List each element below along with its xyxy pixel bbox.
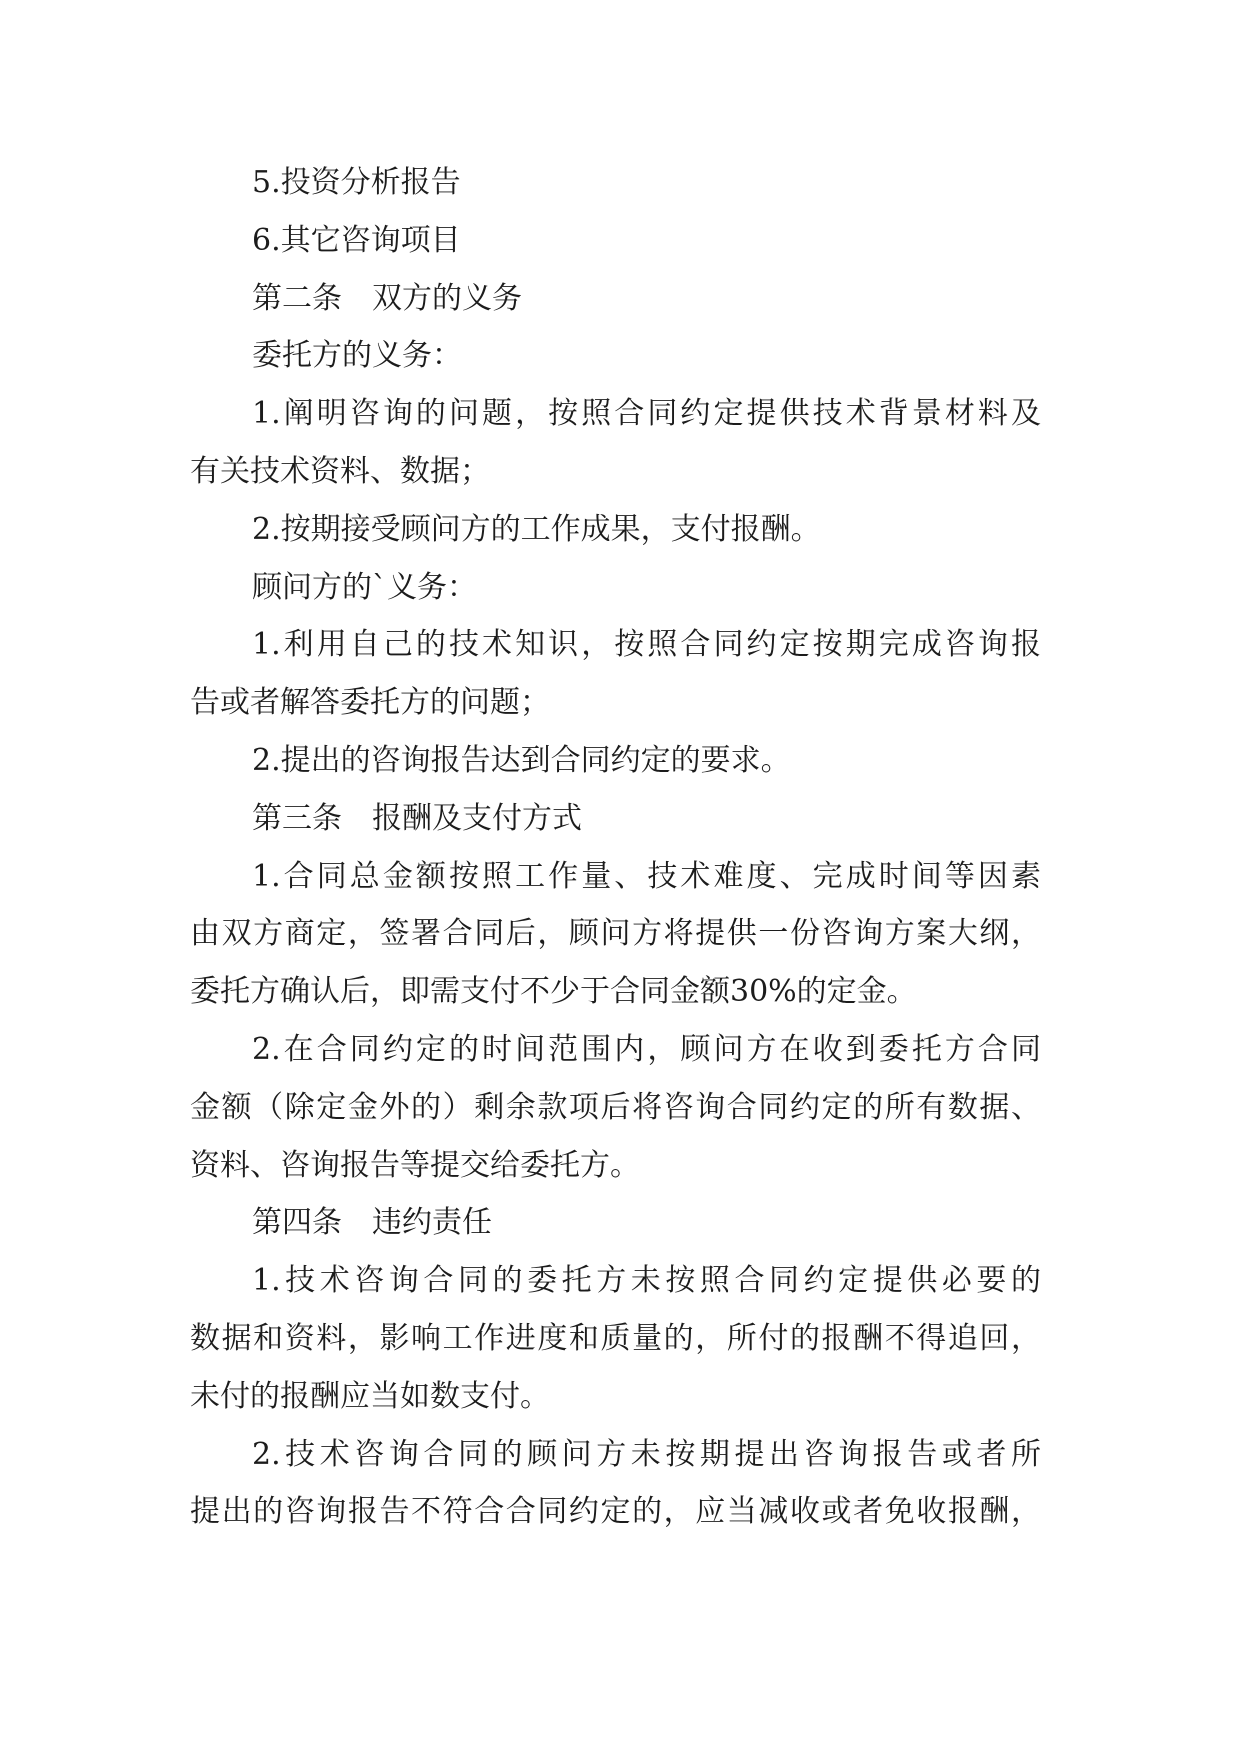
paragraph-line: 5.投资分析报告 xyxy=(252,165,461,200)
section-heading xyxy=(190,270,1041,328)
paragraph-line: 第二条 双方的义务 xyxy=(252,280,522,316)
section-heading xyxy=(190,790,1041,848)
paragraph-line: 1.利用自己的技术知识，按照合同约定按期完成咨询报 xyxy=(252,627,1041,663)
paragraph-line: 由双方商定，签署合同后，顾问方将提供一份咨询方案大纲， xyxy=(190,916,1041,952)
paragraph-line: 2.技术咨询合同的顾问方未按期提出咨询报告或者所 xyxy=(252,1436,1041,1472)
section-heading xyxy=(190,1194,1041,1252)
paragraph xyxy=(190,154,1041,212)
paragraph xyxy=(190,1426,1041,1542)
paragraph-line: 金额（除定金外的）剩余款项后将咨询合同约定的所有数据、 xyxy=(190,1089,1041,1125)
paragraph-line: 1.合同总金额按照工作量、技术难度、完成时间等因素 xyxy=(252,858,1041,894)
paragraph-line: 提出的咨询报告不符合合同约定的，应当减收或者免收报酬， xyxy=(190,1494,1041,1530)
paragraph-line: 1.阐明咨询的问题，按照合同约定提供技术背景材料及 xyxy=(252,396,1041,432)
paragraph-line: 委托方的义务： xyxy=(252,338,462,374)
paragraph xyxy=(190,1021,1041,1194)
paragraph-line: 1.技术咨询合同的委托方未按照合同约定提供必要的 xyxy=(252,1263,1041,1299)
paragraph-line: 数据和资料，影响工作进度和质量的，所付的报酬不得追回， xyxy=(190,1320,1041,1356)
paragraph-line: 告或者解答委托方的问题； xyxy=(190,685,550,721)
paragraph xyxy=(190,559,1041,617)
paragraph-line: 6.其它咨询项目 xyxy=(252,222,461,258)
paragraph-line: 2.在合同约定的时间范围内，顾问方在收到委托方合同 xyxy=(252,1031,1041,1067)
paragraph xyxy=(190,501,1041,559)
paragraph-line: 资料、咨询报告等提交给委托方。 xyxy=(190,1147,640,1183)
paragraph-line: 第四条 违约责任 xyxy=(252,1205,492,1241)
paragraph xyxy=(190,1252,1041,1425)
paragraph xyxy=(190,616,1041,732)
paragraph xyxy=(190,327,1041,385)
document-body xyxy=(190,154,1041,1541)
paragraph-line: 委托方确认后，即需支付不少于合同金额30%的定金。 xyxy=(190,974,917,1010)
paragraph xyxy=(190,732,1041,790)
paragraph-line: 第三条 报酬及支付方式 xyxy=(252,800,582,836)
paragraph-line: 2.提出的咨询报告达到合同约定的要求。 xyxy=(252,742,791,778)
paragraph xyxy=(190,212,1041,270)
paragraph-line: 有关技术资料、数据； xyxy=(190,453,490,489)
paragraph-line: 顾问方的`义务： xyxy=(252,569,477,605)
paragraph xyxy=(190,385,1041,501)
paragraph-line: 2.按期接受顾问方的工作成果，支付报酬。 xyxy=(252,511,821,547)
paragraph xyxy=(190,848,1041,1021)
paragraph-line: 未付的报酬应当如数支付。 xyxy=(190,1378,550,1414)
